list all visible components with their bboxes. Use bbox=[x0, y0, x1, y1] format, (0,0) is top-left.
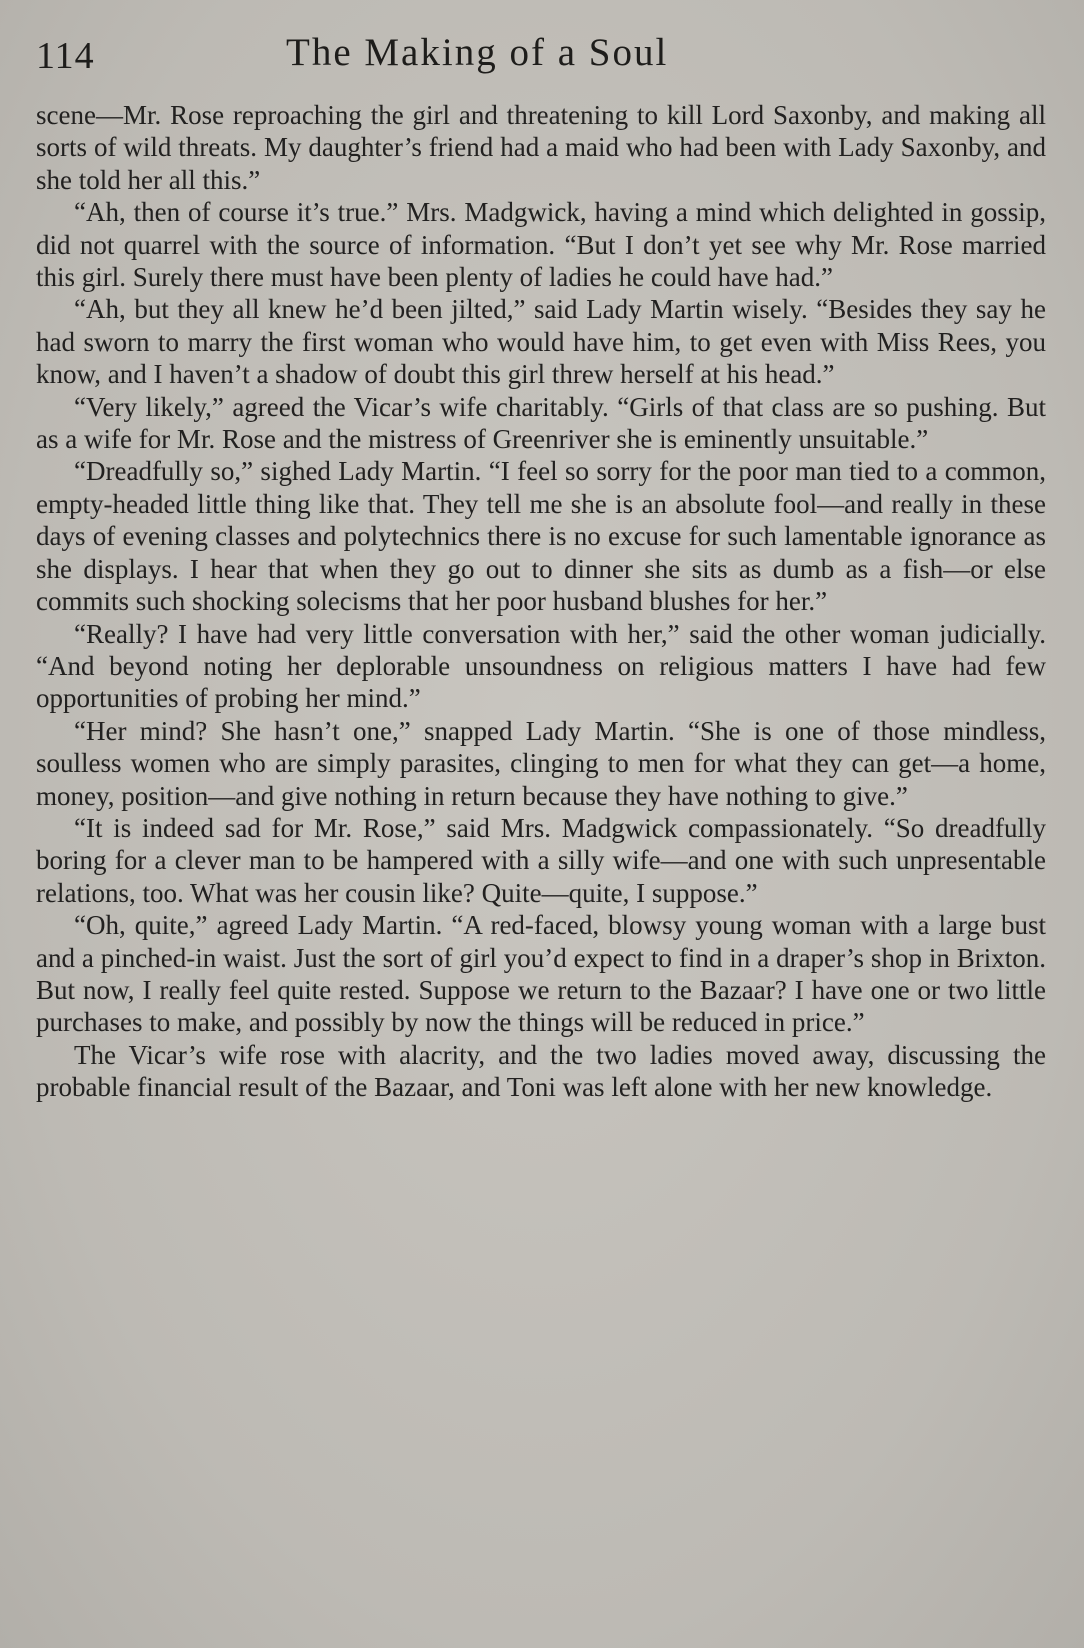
paragraph: “Her mind? She hasn’t one,” snapped Lady Martin. “She is one of those mindless, soulless women who are simply parasites, clinging to men for what they can get—a home, money, position—and give nothing in return because they have nothing to give.” bbox=[36, 715, 1046, 811]
paragraph: “It is indeed sad for Mr. Rose,” said Mrs. Madgwick compassionately. “So dreadfully boring for a clever man to be hampered with a silly wife—and one with such unpresentable relations, too. What was her cousin like? Quite—quite, I suppose.” bbox=[36, 812, 1046, 908]
paragraph: “Really? I have had very little conversation with her,” said the other woman judicially. “And beyond noting her deplorable unsoundness on religious matters I have had few opportunities of probing her mind.” bbox=[36, 618, 1046, 714]
paragraph: “Dreadfully so,” sighed Lady Martin. “I feel so sorry for the poor man tied to a common, empty-headed little thing like that. They tell me she is an absolute fool—and really in these days of evening classes and polytechnics there is no excuse for such lamentable ignorance as she displays. I hear that when they go out to dinner she sits as dumb as a fish—or else commits such shocking solecisms that her poor husband blushes for her.” bbox=[36, 456, 1046, 617]
running-title: The Making of a Soul bbox=[286, 31, 669, 74]
paragraph: “Oh, quite,” agreed Lady Martin. “A red-faced, blowsy young woman with a large bust and a pinched-in waist. Just the sort of girl you’d expect to find in a draper’s shop in Brixton. But now, I really feel quite rested. Suppose we return to the Bazaar? I have one or two little purchases to make, and possibly by now the things will be reduced in price.” bbox=[36, 910, 1046, 1038]
paragraph: The Vicar’s wife rose with alacrity, and the two ladies moved away, discussing the probable financial result of the Bazaar, and Toni was left alone with her new knowledge. bbox=[36, 1039, 1046, 1103]
paragraph: “Very likely,” agreed the Vicar’s wife charitably. “Girls of that class are so pushing. But as a wife for Mr. Rose and the mistress of Greenriver she is eminently unsuitable.” bbox=[36, 391, 1046, 455]
paragraph: “Ah, but they all knew he’d been jilted,” said Lady Martin wisely. “Besides they say he had sworn to marry the first woman who would have him, to get even with Miss Rees, you know, and I haven’t a shadow of doubt this girl threw herself at his head.” bbox=[36, 294, 1046, 390]
paragraph: “Ah, then of course it’s true.” Mrs. Madgwick, having a mind which delighted in gossip, did not quarrel with the source of information. “But I don’t yet see why Mr. Rose married this girl. Surely there must have been plenty of ladies he could have had.” bbox=[36, 197, 1046, 293]
paragraph: scene—Mr. Rose reproaching the girl and threatening to kill Lord Saxonby, and making all sorts of wild threats. My daughter’s friend had a maid who had been with Lady Saxonby, and she told her all this.” bbox=[36, 100, 1046, 195]
body-text bbox=[36, 99, 1046, 1104]
page-header bbox=[36, 28, 1046, 84]
page-number: 114 bbox=[36, 35, 95, 77]
